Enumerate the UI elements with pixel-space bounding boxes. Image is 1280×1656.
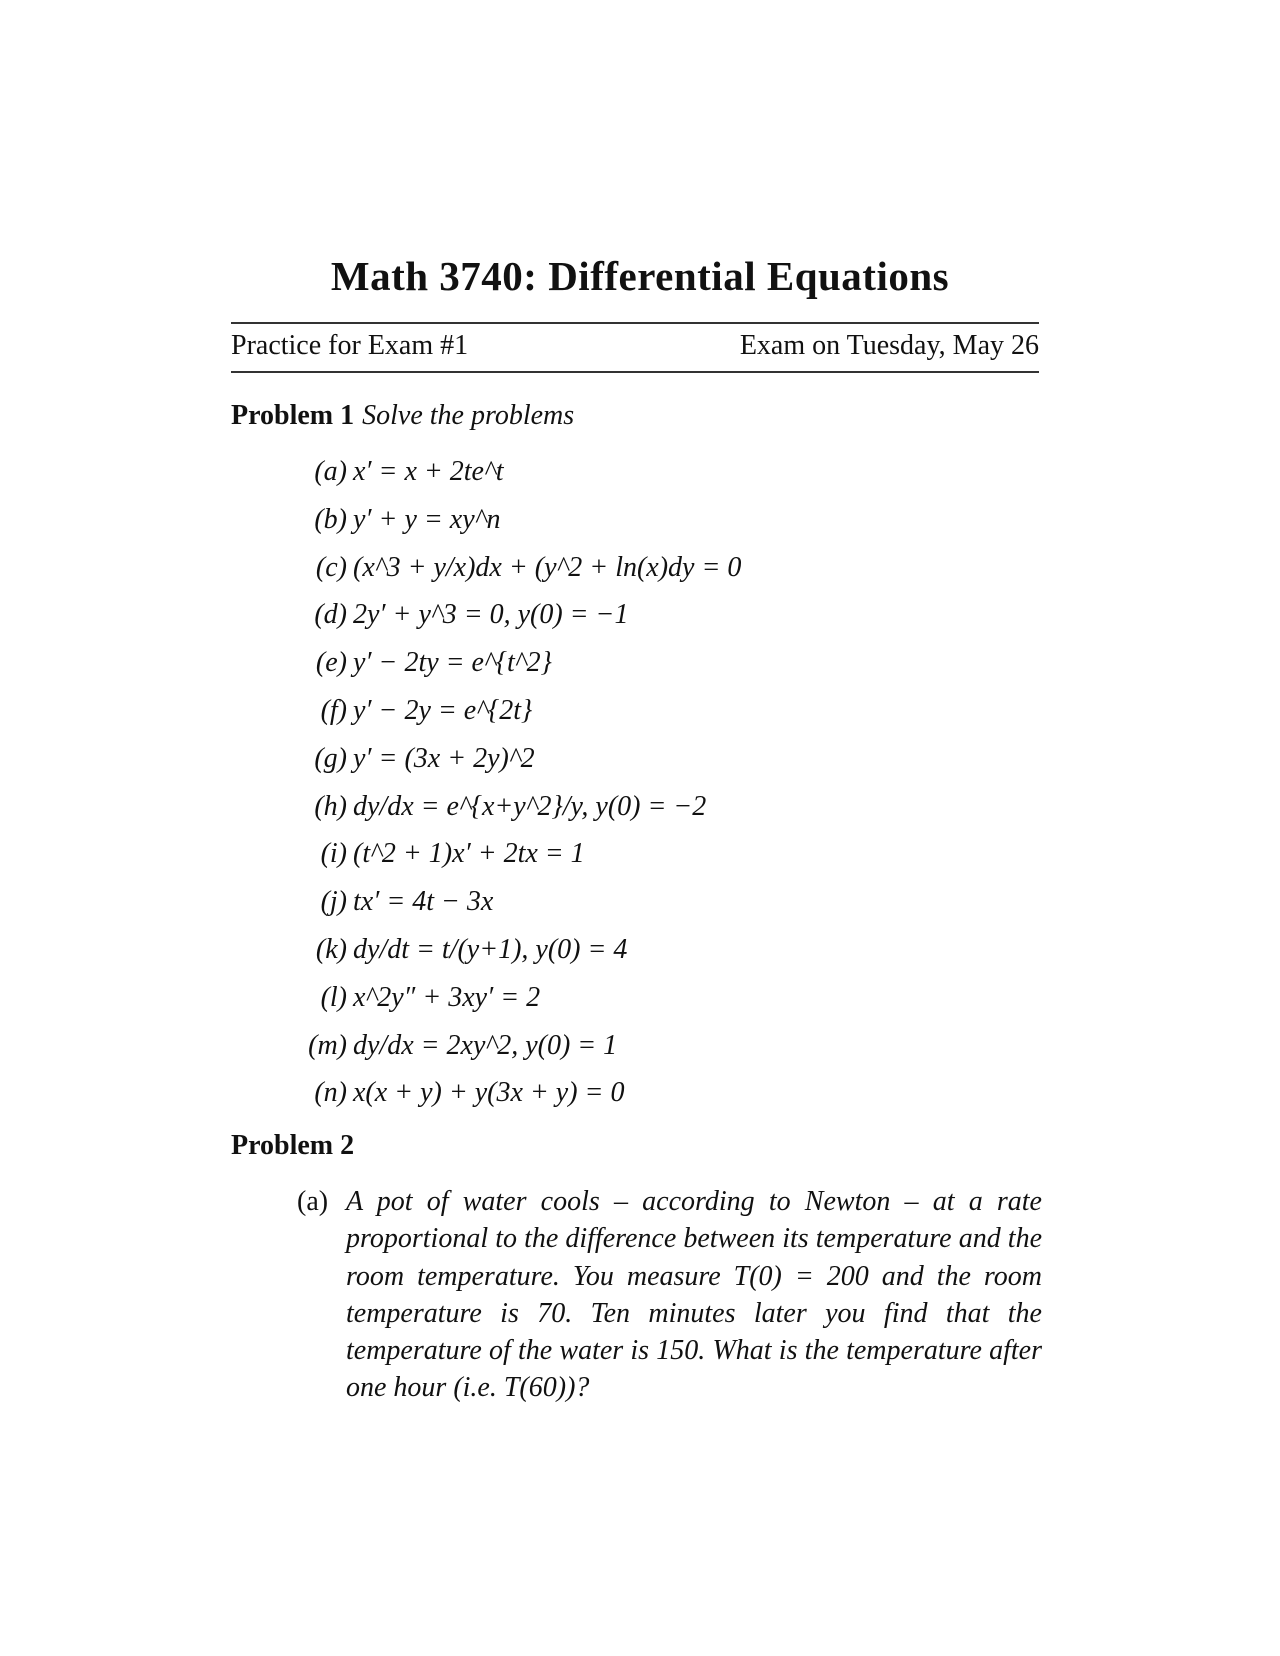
item-label: (f) bbox=[320, 695, 347, 726]
problem-item bbox=[297, 695, 532, 727]
header-right: Exam on Tuesday, May 26 bbox=[739, 330, 1039, 361]
item-label: (n) bbox=[314, 1077, 347, 1109]
problem-1-instruction: Solve the problems bbox=[362, 400, 575, 431]
item-equation: dy/dx = e^{x+y^2}/y, y(0) = −2 bbox=[353, 790, 707, 822]
part-label: (a) bbox=[297, 1186, 329, 1217]
item-label: (a) bbox=[314, 456, 347, 487]
problem-2-text: A pot of water cools – according to Newton – at a rate proportional to the difference between its temperature and the room temperature. You measure T(0) = 200 and the room temperature is 70. Ten minutes later you find that the temperature of the water is 150. What is the temperature after one hour (i.e. T(60))? bbox=[346, 1186, 1042, 1404]
item-label: (l) bbox=[320, 981, 347, 1013]
item-equation: y′ = (3x + 2y)^2 bbox=[353, 742, 535, 774]
item-equation: dy/dx = 2xy^2, y(0) = 1 bbox=[353, 1029, 618, 1061]
problem-2-heading bbox=[231, 1130, 354, 1162]
item-label: (e) bbox=[315, 647, 347, 679]
item-equation: y′ − 2ty = e^{t^2} bbox=[353, 647, 552, 679]
item-equation: y′ − 2y = e^{2t} bbox=[353, 695, 533, 726]
item-equation: tx′ = 4t − 3x bbox=[353, 886, 494, 918]
item-label: (k) bbox=[315, 934, 347, 965]
problem-item bbox=[297, 599, 628, 631]
problem-item bbox=[297, 456, 504, 488]
problem-item bbox=[297, 791, 706, 823]
problem-item bbox=[297, 934, 627, 966]
document-title: Math 3740: Differential Equations bbox=[330, 253, 950, 299]
item-equation: y′ + y = xy^n bbox=[353, 503, 501, 535]
problem-item bbox=[297, 743, 535, 775]
item-label: (d) bbox=[314, 599, 347, 631]
problem-item bbox=[297, 886, 493, 918]
problem-item bbox=[297, 982, 540, 1014]
item-equation: x(x + y) + y(3x + y) = 0 bbox=[353, 1077, 625, 1109]
header-left: Practice for Exam #1 bbox=[231, 330, 469, 361]
problem-2-part-a bbox=[297, 1183, 1042, 1407]
problem-item bbox=[297, 504, 500, 536]
problem-item bbox=[297, 838, 585, 870]
problem-2-label: Problem 2 bbox=[231, 1130, 355, 1161]
header-bottom-rule bbox=[231, 371, 1039, 373]
item-equation: 2y′ + y^3 = 0, y(0) = −1 bbox=[353, 599, 629, 631]
problem-1-label: Problem 1 bbox=[231, 400, 355, 431]
item-label: (g) bbox=[314, 742, 347, 774]
item-label: (b) bbox=[314, 503, 347, 535]
item-equation: x^2y″ + 3xy′ = 2 bbox=[353, 981, 541, 1013]
problem-1-heading bbox=[231, 400, 574, 432]
item-equation: (x^3 + y/x)dx + (y^2 + ln(x)dy = 0 bbox=[353, 551, 742, 583]
item-label: (i) bbox=[320, 838, 347, 870]
problem-item bbox=[297, 1077, 624, 1109]
problem-item bbox=[297, 552, 741, 584]
item-equation: (t^2 + 1)x′ + 2tx = 1 bbox=[353, 838, 585, 870]
item-equation: dy/dt = t/(y+1), y(0) = 4 bbox=[353, 934, 628, 965]
item-label: (m) bbox=[308, 1029, 347, 1061]
item-label: (c) bbox=[315, 551, 347, 583]
item-equation: x′ = x + 2te^t bbox=[353, 456, 504, 487]
problem-item bbox=[297, 1030, 617, 1062]
item-label: (h) bbox=[314, 790, 347, 822]
item-label: (j) bbox=[320, 886, 347, 918]
problem-item bbox=[297, 647, 552, 679]
header-top-rule bbox=[231, 322, 1039, 324]
